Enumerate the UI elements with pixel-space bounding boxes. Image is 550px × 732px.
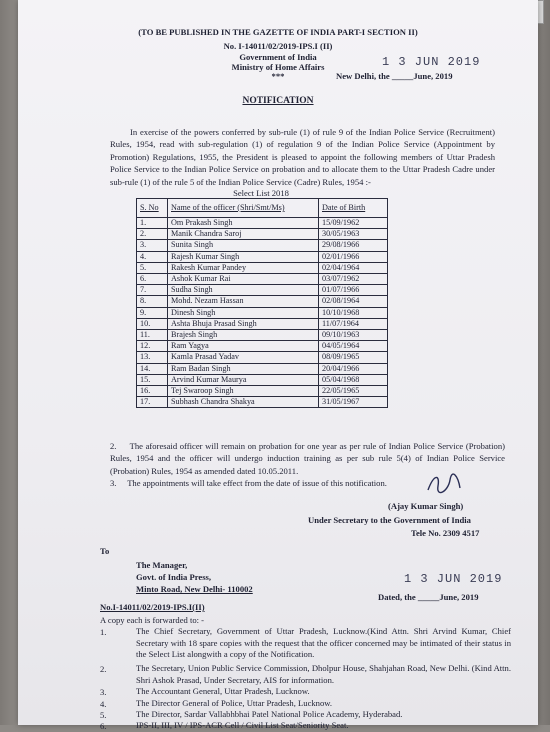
table-row — [137, 363, 388, 374]
cell-sno: 16. — [137, 386, 168, 397]
table-row — [137, 262, 388, 273]
cell-dob: 22/05/1965 — [319, 386, 388, 397]
to-label: To — [100, 546, 110, 556]
header-dob: Date of Birth — [319, 199, 388, 218]
cell-name: Ram Badan Singh — [168, 363, 319, 374]
copy-item-text: IPS-II, III, IV / IPS-ACR Cell / Civil List Seat/Seniority Seat. — [136, 720, 349, 730]
cell-dob: 02/08/1964 — [319, 296, 388, 307]
table-row — [137, 240, 388, 251]
cell-sno: 13. — [137, 352, 168, 363]
date-stamp: 1 3 JUN 2019 — [382, 55, 481, 69]
signatory-name: (Ajay Kumar Singh) — [388, 501, 464, 511]
cell-name: Tej Swaroop Singh — [168, 386, 319, 397]
cell-sno: 6. — [137, 274, 168, 285]
cell-name: Mohd. Nezam Hassan — [168, 296, 319, 307]
cell-name: Dinesh Singh — [168, 307, 319, 318]
footer-file-number: No.I-14011/02/2019-IPS.I(II) — [100, 602, 205, 612]
copy-item-text: The Chief Secretary, Government of Uttar Pradesh, Lucknow.(Kind Attn. Shri Arvind Kumar, Chief Secretary with 18 spare copies with the request that the officer concerned may be intimated of their status in the Select List alongwith a copy of the Notification. — [136, 626, 511, 659]
copy-item-number: 1. — [100, 627, 107, 637]
cell-sno: 1. — [137, 218, 168, 229]
para-1: In exercise of the powers conferred by sub-rule (1) of rule 9 of the Indian Police Service (Recruitment) Rules, 1954, read with sub-regulation (1) of regulation 9 of the Indian Police Service (Appointment by Promotion) Regulations, 1955, the President is pleased to appoint the following members of Uttar Pradesh Police Service to the Indian Police Service on probation and to allocate them to the Uttar Pradesh Cadre under sub-rule (1) of the rule 5 of the Indian Police Service (Cadre) Rules, 1954 :- — [110, 127, 495, 187]
cell-dob: 20/04/1966 — [319, 363, 388, 374]
cell-sno: 11. — [137, 330, 168, 341]
header-sno: S. No — [137, 199, 168, 218]
table-row — [137, 229, 388, 240]
cell-name: Ashta Bhuja Prasad Singh — [168, 318, 319, 329]
cell-dob: 05/04/1968 — [319, 374, 388, 385]
copy-item-number: 3. — [100, 687, 107, 697]
table-row — [137, 285, 388, 296]
cell-name: Arvind Kumar Maurya — [168, 374, 319, 385]
copy-forward-line: A copy each is forwarded to: - — [100, 615, 205, 625]
table-row — [137, 318, 388, 329]
copy-item-number: 4. — [100, 699, 107, 709]
cell-dob: 03/07/1962 — [319, 274, 388, 285]
table-row — [137, 352, 388, 363]
table-header-row — [137, 199, 388, 218]
signatory-designation: Under Secretary to the Government of India — [308, 515, 471, 525]
document-page — [18, 0, 538, 731]
table-row — [137, 307, 388, 318]
cell-name: Sudha Singh — [168, 285, 319, 296]
table-row — [137, 251, 388, 262]
file-number: No. I-14011/02/2019-IPS.I (II) — [223, 41, 333, 51]
cell-dob: 04/05/1964 — [319, 341, 388, 352]
table-row — [137, 218, 388, 229]
cell-dob: 11/07/1964 — [319, 318, 388, 329]
cell-name: Sunita Singh — [168, 240, 319, 251]
copy-item-number: 6. — [100, 721, 107, 731]
para-3: 3. The appointments will take effect from the date of issue of this notification. — [110, 478, 387, 488]
signature — [424, 472, 464, 496]
cell-dob: 09/10/1963 — [319, 330, 388, 341]
government-line: Government of India — [239, 52, 317, 62]
cell-name: Ram Yagya — [168, 341, 319, 352]
table-row — [137, 374, 388, 385]
cell-sno: 5. — [137, 262, 168, 273]
cell-dob: 08/09/1965 — [319, 352, 388, 363]
cell-dob: 15/09/1962 — [319, 218, 388, 229]
cell-name: Rajesh Kumar Singh — [168, 251, 319, 262]
copy-item-number: 5. — [100, 710, 107, 720]
copy-item-number: 2. — [100, 664, 107, 674]
ministry-line: Ministry of Home Affairs — [231, 62, 325, 72]
para-2: 2. The aforesaid officer will remain on probation for one year as per rule of Indian Police Service (Probation) Rules, 1954 and the officer will undergo induction training as per sub rule 5(4) of Indian Police Service (Probation) Rules, 1954 as amended dated 10.05.2011. — [110, 441, 505, 476]
date-stamp-2: 1 3 JUN 2019 — [404, 572, 503, 586]
to-line-2: Govt. of India Press, — [136, 572, 212, 582]
cell-dob: 30/05/1963 — [319, 229, 388, 240]
to-line-1: The Manager, — [136, 560, 188, 570]
cell-dob: 02/04/1964 — [319, 262, 388, 273]
cell-name: Brajesh Singh — [168, 330, 319, 341]
cell-dob: 31/05/1967 — [319, 397, 388, 408]
place-date: New Delhi, the _____June, 2019 — [336, 71, 453, 81]
table-row — [137, 296, 388, 307]
cell-dob: 29/08/1966 — [319, 240, 388, 251]
table-row — [137, 386, 388, 397]
cell-dob: 02/01/1966 — [319, 251, 388, 262]
cell-sno: 2. — [137, 229, 168, 240]
cell-sno: 4. — [137, 251, 168, 262]
cell-sno: 3. — [137, 240, 168, 251]
footer-dated: Dated, the _____June, 2019 — [378, 592, 479, 602]
table-row — [137, 274, 388, 285]
gazette-line: (TO BE PUBLISHED IN THE GAZETTE OF INDIA PART-I SECTION II) — [138, 27, 418, 37]
table-row — [137, 341, 388, 352]
tele-number: Tele No. 2309 4517 — [411, 528, 480, 538]
notification-title: NOTIFICATION — [242, 96, 314, 106]
cell-sno: 9. — [137, 307, 168, 318]
cell-sno: 15. — [137, 374, 168, 385]
cell-name: Manik Chandra Saroj — [168, 229, 319, 240]
cell-sno: 17. — [137, 397, 168, 408]
cell-sno: 7. — [137, 285, 168, 296]
cell-name: Rakesh Kumar Pandey — [168, 262, 319, 273]
stars: *** — [271, 71, 285, 81]
cell-sno: 10. — [137, 318, 168, 329]
table-row — [137, 330, 388, 341]
cell-name: Subhash Chandra Shakya — [168, 397, 319, 408]
cell-sno: 8. — [137, 296, 168, 307]
copy-item-text: The Accountant General, Uttar Pradesh, Lucknow. — [136, 686, 310, 696]
cell-name: Kamla Prasad Yadav — [168, 352, 319, 363]
cell-sno: 12. — [137, 341, 168, 352]
cell-dob: 01/07/1966 — [319, 285, 388, 296]
cell-dob: 10/10/1968 — [319, 307, 388, 318]
cell-sno: 14. — [137, 363, 168, 374]
select-list-table — [136, 198, 388, 408]
copy-item-text: The Secretary, Union Public Service Commission, Dholpur House, Shahjahan Road, New Delhi. (Kind Attn. Shri Ashok Prasad, Under Secretary, AIS for information. — [136, 663, 511, 685]
table-row — [137, 397, 388, 408]
copy-item-text: The Director General of Police, Uttar Pradesh, Lucknow. — [136, 698, 333, 708]
cell-name: Om Prakash Singh — [168, 218, 319, 229]
copy-item-text: The Director, Sardar Vallabhbhai Patel National Police Academy, Hyderabad. — [136, 709, 403, 719]
header-name: Name of the officer (Shri/Smt/Ms) — [168, 199, 319, 218]
table-caption: Select List 2018 — [233, 188, 289, 198]
cell-name: Ashok Kumar Rai — [168, 274, 319, 285]
to-line-3: Minto Road, New Delhi- 110002 — [136, 584, 253, 594]
